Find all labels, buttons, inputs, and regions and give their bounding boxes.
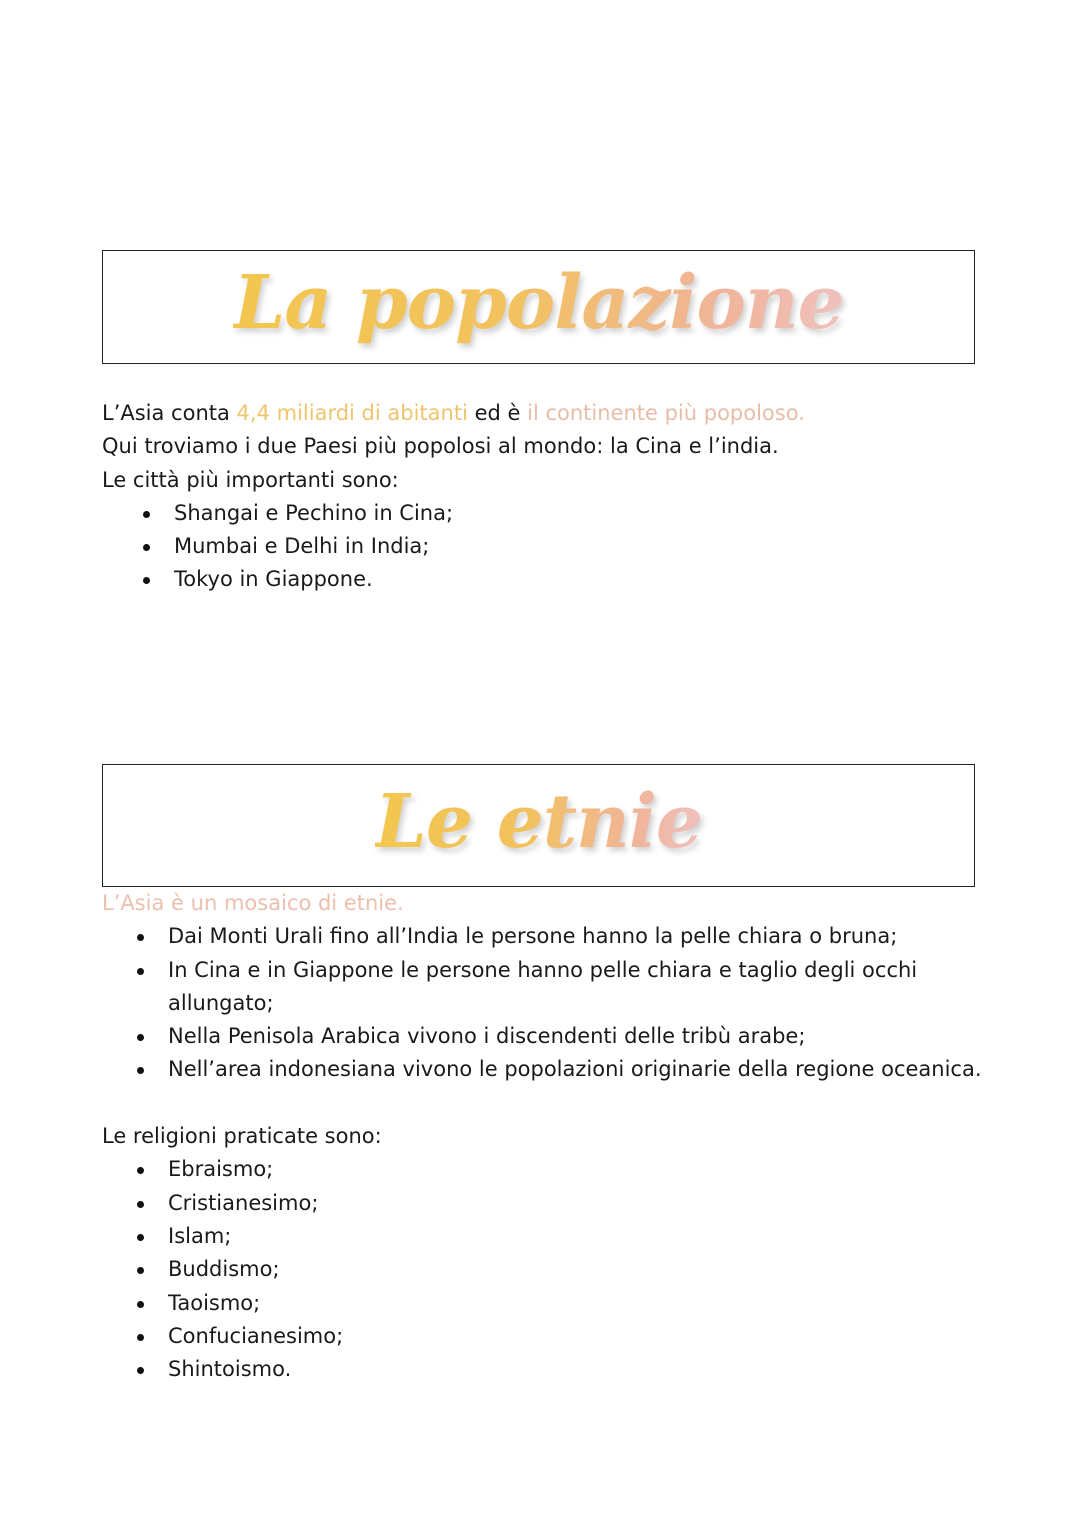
highlight-continent: il continente più popoloso. — [527, 401, 805, 425]
spacer — [102, 1087, 982, 1120]
list-item: In Cina e in Giappone le persone hanno pelle chiara e taglio degli occhi allungato; — [102, 954, 982, 1021]
etnie-intro: L’Asia è un mosaico di etnie. — [102, 891, 404, 915]
intro-prefix: L’Asia conta — [102, 401, 237, 425]
list-item: Cristianesimo; — [102, 1187, 982, 1220]
intro-paragraph — [102, 397, 982, 430]
religions-list — [102, 1153, 982, 1386]
ethnic-list — [102, 920, 982, 1086]
religions-heading: Le religioni praticate sono: — [102, 1124, 382, 1149]
list-item: Buddismo; — [102, 1253, 982, 1286]
section-title-popolazione: La popolazione — [233, 260, 844, 346]
list-item: Shangai e Pechino in Cina; — [102, 497, 982, 530]
list-item: Islam; — [102, 1220, 982, 1253]
list-item: Nella Penisola Arabica vivono i discendenti delle tribù arabe; — [102, 1020, 982, 1053]
list-item: Shintoismo. — [102, 1353, 982, 1386]
highlight-population: 4,4 miliardi di abitanti — [236, 401, 468, 425]
list-item: Dai Monti Urali fino all’India le persone hanno la pelle chiara o bruna; — [102, 920, 982, 953]
title-box-etnie — [102, 764, 975, 887]
cities-heading: Le città più importanti sono: — [102, 467, 399, 492]
list-item: Confucianesimo; — [102, 1320, 982, 1353]
list-item: Ebraismo; — [102, 1153, 982, 1186]
section-popolazione-body — [102, 397, 982, 597]
list-item: Tokyo in Giappone. — [102, 563, 982, 596]
list-item: Nell’area indonesiana vivono le popolazioni originarie della regione oceanica. — [102, 1053, 982, 1086]
countries-line: Qui troviamo i due Paesi più popolosi al mondo: la Cina e l’india. — [102, 434, 779, 459]
intro-middle: ed è — [467, 401, 528, 425]
list-item: Taoismo; — [102, 1287, 982, 1320]
title-box-popolazione — [102, 250, 975, 364]
cities-list — [102, 497, 982, 597]
list-item: Mumbai e Delhi in India; — [102, 530, 982, 563]
section-etnie-body — [102, 887, 982, 1386]
section-title-etnie: Le etnie — [374, 778, 703, 865]
